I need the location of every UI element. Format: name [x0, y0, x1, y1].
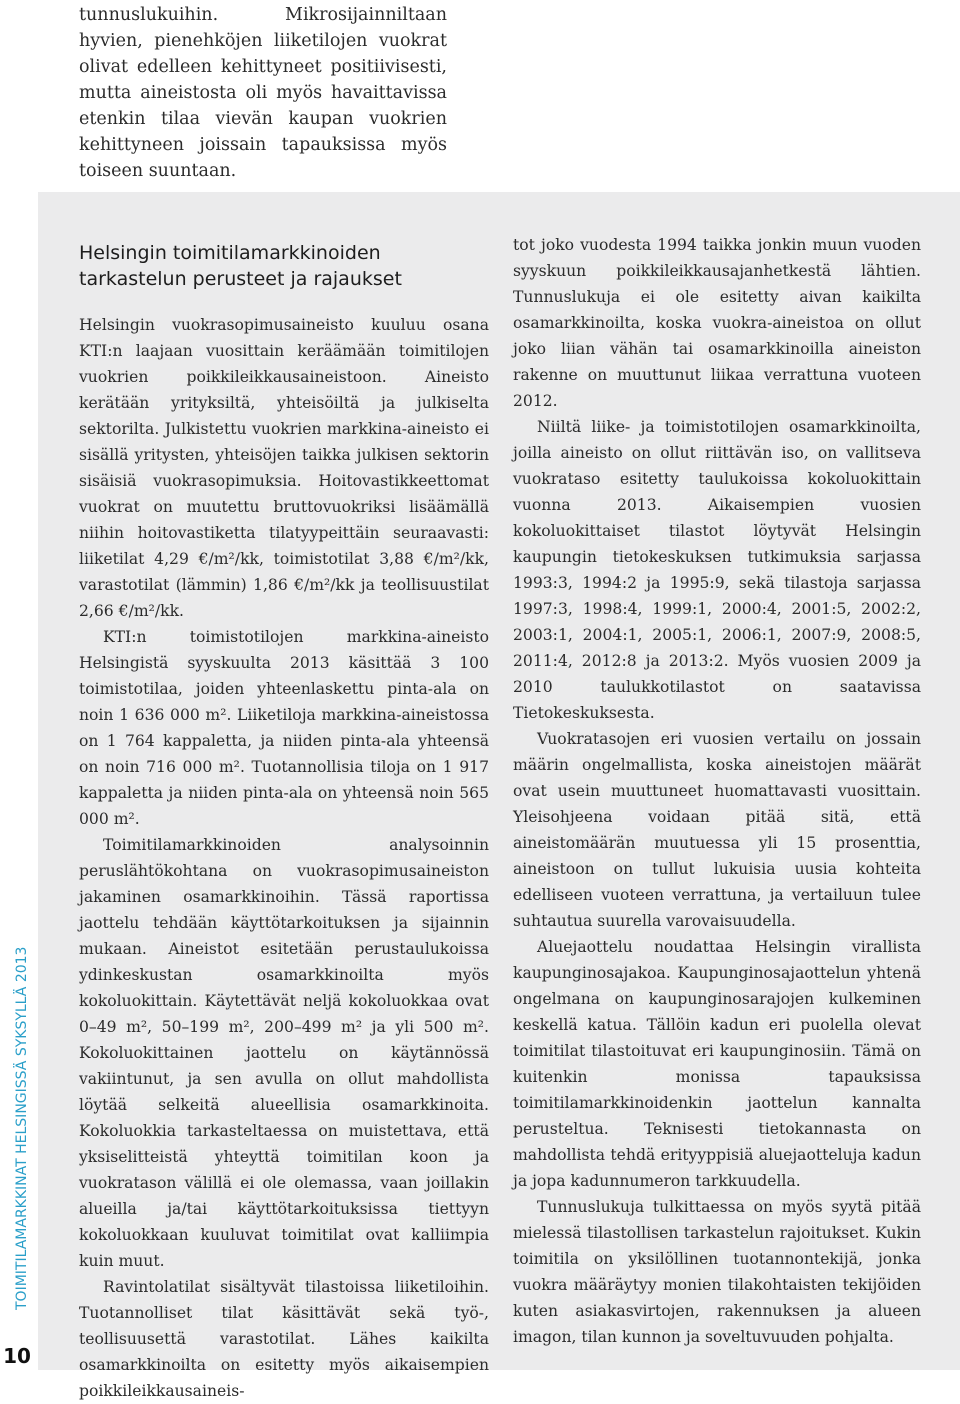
left-paragraph-3: Toimitilamarkkinoiden analysoinnin peruslähtökohtana on vuokrasopimusaineiston jakaminen osamarkkinoihin. Tässä raportissa jaottelu tehdään käyttötarkoituksen ja sijainnin mukaan. Aineistot esitetään perustaulukoissa ydinkeskustan osamarkkinoilta myös kokoluokittain. Käytettävät neljä kokoluokkaa ovat 0–49 m², 50–199 m², 200–499 m² ja yli 500 m². Kokoluokittainen jaottelu on käytännössä vakiintunut, ja sen avulla on ollut mahdollista löytää selkeitä alueellisia osamarkkinoita. Kokoluokkia tarkasteltaessa on muistettava, että yksiselitteistä yhteyttä toimitilan koon ja vuokratason välillä ei ole olemassa, vaan joillakin alueilla ja/tai käyttötarkoituksissa tiettyyn kokoluokkaan kuuluvat toimitilat ovat kalliimpia kuin muut.: [79, 836, 489, 1270]
side-running-title: [0, 946, 30, 1310]
right-column: [513, 232, 921, 1350]
right-paragraph-4: Aluejaottelu noudattaa Helsingin virallista kaupunginosajakoa. Kaupunginosajaottelun yhtenä ongelmana on kaupunginosarajojen kulkeminen keskellä katua. Tällöin kadun eri puolella olevat toimitilat tilastoituvat eri kaupunginosiin. Tämä on kuitenkin monissa tapauksissa toimitilamarkkinoidenkin jaottelun kannalta perusteltua. Teknisesti tietokannasta on mahdollista tehdä erityyppisiä aluejaotteluja kadun ja jopa kadunnumeron tarkkuudella.: [513, 938, 921, 1190]
left-paragraph-1: Helsingin vuokrasopimusaineisto kuuluu osana KTI:n laajaan vuosittain keräämään toimitilojen vuokrien poikkileikkausaineistoon. Aineisto kerätään yrityksiltä, yhteisöiltä ja julkiselta sektorilta. Julkistettu vuokrien markkina-aineisto ei sisällä yritysten, yhteisöjen taikka julkisen sektorin sisäisiä vuokrasopimuksia. Hoitovastikkeettomat vuokrat on muutettu bruttovuokriksi lisäämällä niihin hoitovastiketta tilatyypeittäin seuraavasti: liiketilat 4,29 €/m²/kk, toimistotilat 3,88 €/m²/kk, varastotilat (lämmin) 1,86 €/m²/kk ja teollisuustilat 2,66 €/m²/kk.: [79, 316, 489, 620]
top-paragraph-text: tunnuslukuihin. Mikrosijainniltaan hyvien, pienehköjen liiketilojen vuokrat olivat edelleen kehittyneet positiivisesti, mutta aineistosta oli myös havaittavissa etenkin tilaa vievän kaupan vuokrien kehittyneen joissain tapauksissa myös toiseen suuntaan.: [79, 5, 447, 181]
left-paragraph-4: Ravintolatilat sisältyvät tilastoissa liiketiloihin. Tuotannolliset tilat käsittävät sekä työ-, teollisuusettä varastotilat. Lähes kaikilta osamarkkinoilta on esitetty myös aikaisempien poikkileikkausaineis-: [79, 1278, 489, 1400]
right-paragraph-1: tot joko vuodesta 1994 taikka jonkin muun vuoden syyskuun poikkileikkausajanhetkestä lähtien. Tunnuslukuja ei ole esitetty aivan kaikilta osamarkkinoilta, koska vuokra-aineistoa on ollut joko liian vähän tai osamarkkinoilla aineiston rakenne on muuttunut liikaa verrattuna vuoteen 2012.: [513, 236, 921, 410]
running-title-text: TOIMITILAMARKKINAT HELSINGISSÄ SYKSYLLÄ 2013: [14, 946, 30, 1310]
page-number: 10: [3, 1344, 31, 1368]
right-paragraph-5: Tunnuslukuja tulkittaessa on myös syytä pitää mielessä tilastollisen tarkastelun rajoitukset. Kukin toimitila on yksilöllinen tuotannontekijä, jonka vuokra määräytyy monien tilakohtaisten tekijöiden kuten asiakasvirtojen, rakennuksen ja alueen imagon, tilan kunnon ja soveltuvuuden pohjalta.: [513, 1198, 921, 1346]
heading-line-2: tarkastelun perusteet ja rajaukset: [79, 268, 402, 290]
left-column: [79, 312, 489, 1404]
section-heading: [79, 240, 479, 292]
heading-line-1: Helsingin toimitilamarkkinoiden: [79, 242, 381, 264]
right-paragraph-3: Vuokratasojen eri vuosien vertailu on jossain määrin ongelmallista, koska aineistojen määrät ovat usein muuttuneet huomattavasti vuosittain. Yleisohjeena voidaan pitää sitä, että aineistomäärän muutuessa yli 15 prosenttia, aineistoon on tullut lukuisia uusia kohteita edelliseen vuoteen verrattuna, ja vertailuun tulee suhtautua suurella varovaisuudella.: [513, 730, 921, 930]
left-paragraph-2: KTI:n toimistotilojen markkina-aineisto Helsingistä syyskuulta 2013 käsittää 3 100 toimistotilaa, joiden yhteenlaskettu pinta-ala on noin 1 636 000 m². Liiketiloja markkina-aineistossa on 1 764 kappaletta, ja niiden pinta-ala yhteensä on noin 716 000 m². Tuotannollisia tiloja on 1 917 kappaletta ja niiden pinta-ala on yhteensä noin 565 000 m².: [79, 628, 489, 828]
top-paragraph: [79, 2, 447, 184]
right-paragraph-2: Niiltä liike- ja toimistotilojen osamarkkinoilta, joilla aineisto on ollut riittävän iso, on vallitseva vuokrataso esitetty taulukoissa kokoluokittain vuonna 2013. Aikaisempien vuosien kokoluokittaiset tilastot löytyvät Helsingin kaupungin tietokeskuksen tutkimuksia sarjassa 1993:3, 1994:2 ja 1995:9, sekä tilastoja sarjassa 1997:3, 1998:4, 1999:1, 2000:4, 2001:5, 2002:2, 2003:1, 2004:1, 2005:1, 2006:1, 2007:9, 2008:5, 2011:4, 2012:8 ja 2013:2. Myös vuosien 2009 ja 2010 taulukkotilastot on saatavissa Tietokeskuksesta.: [513, 418, 921, 722]
